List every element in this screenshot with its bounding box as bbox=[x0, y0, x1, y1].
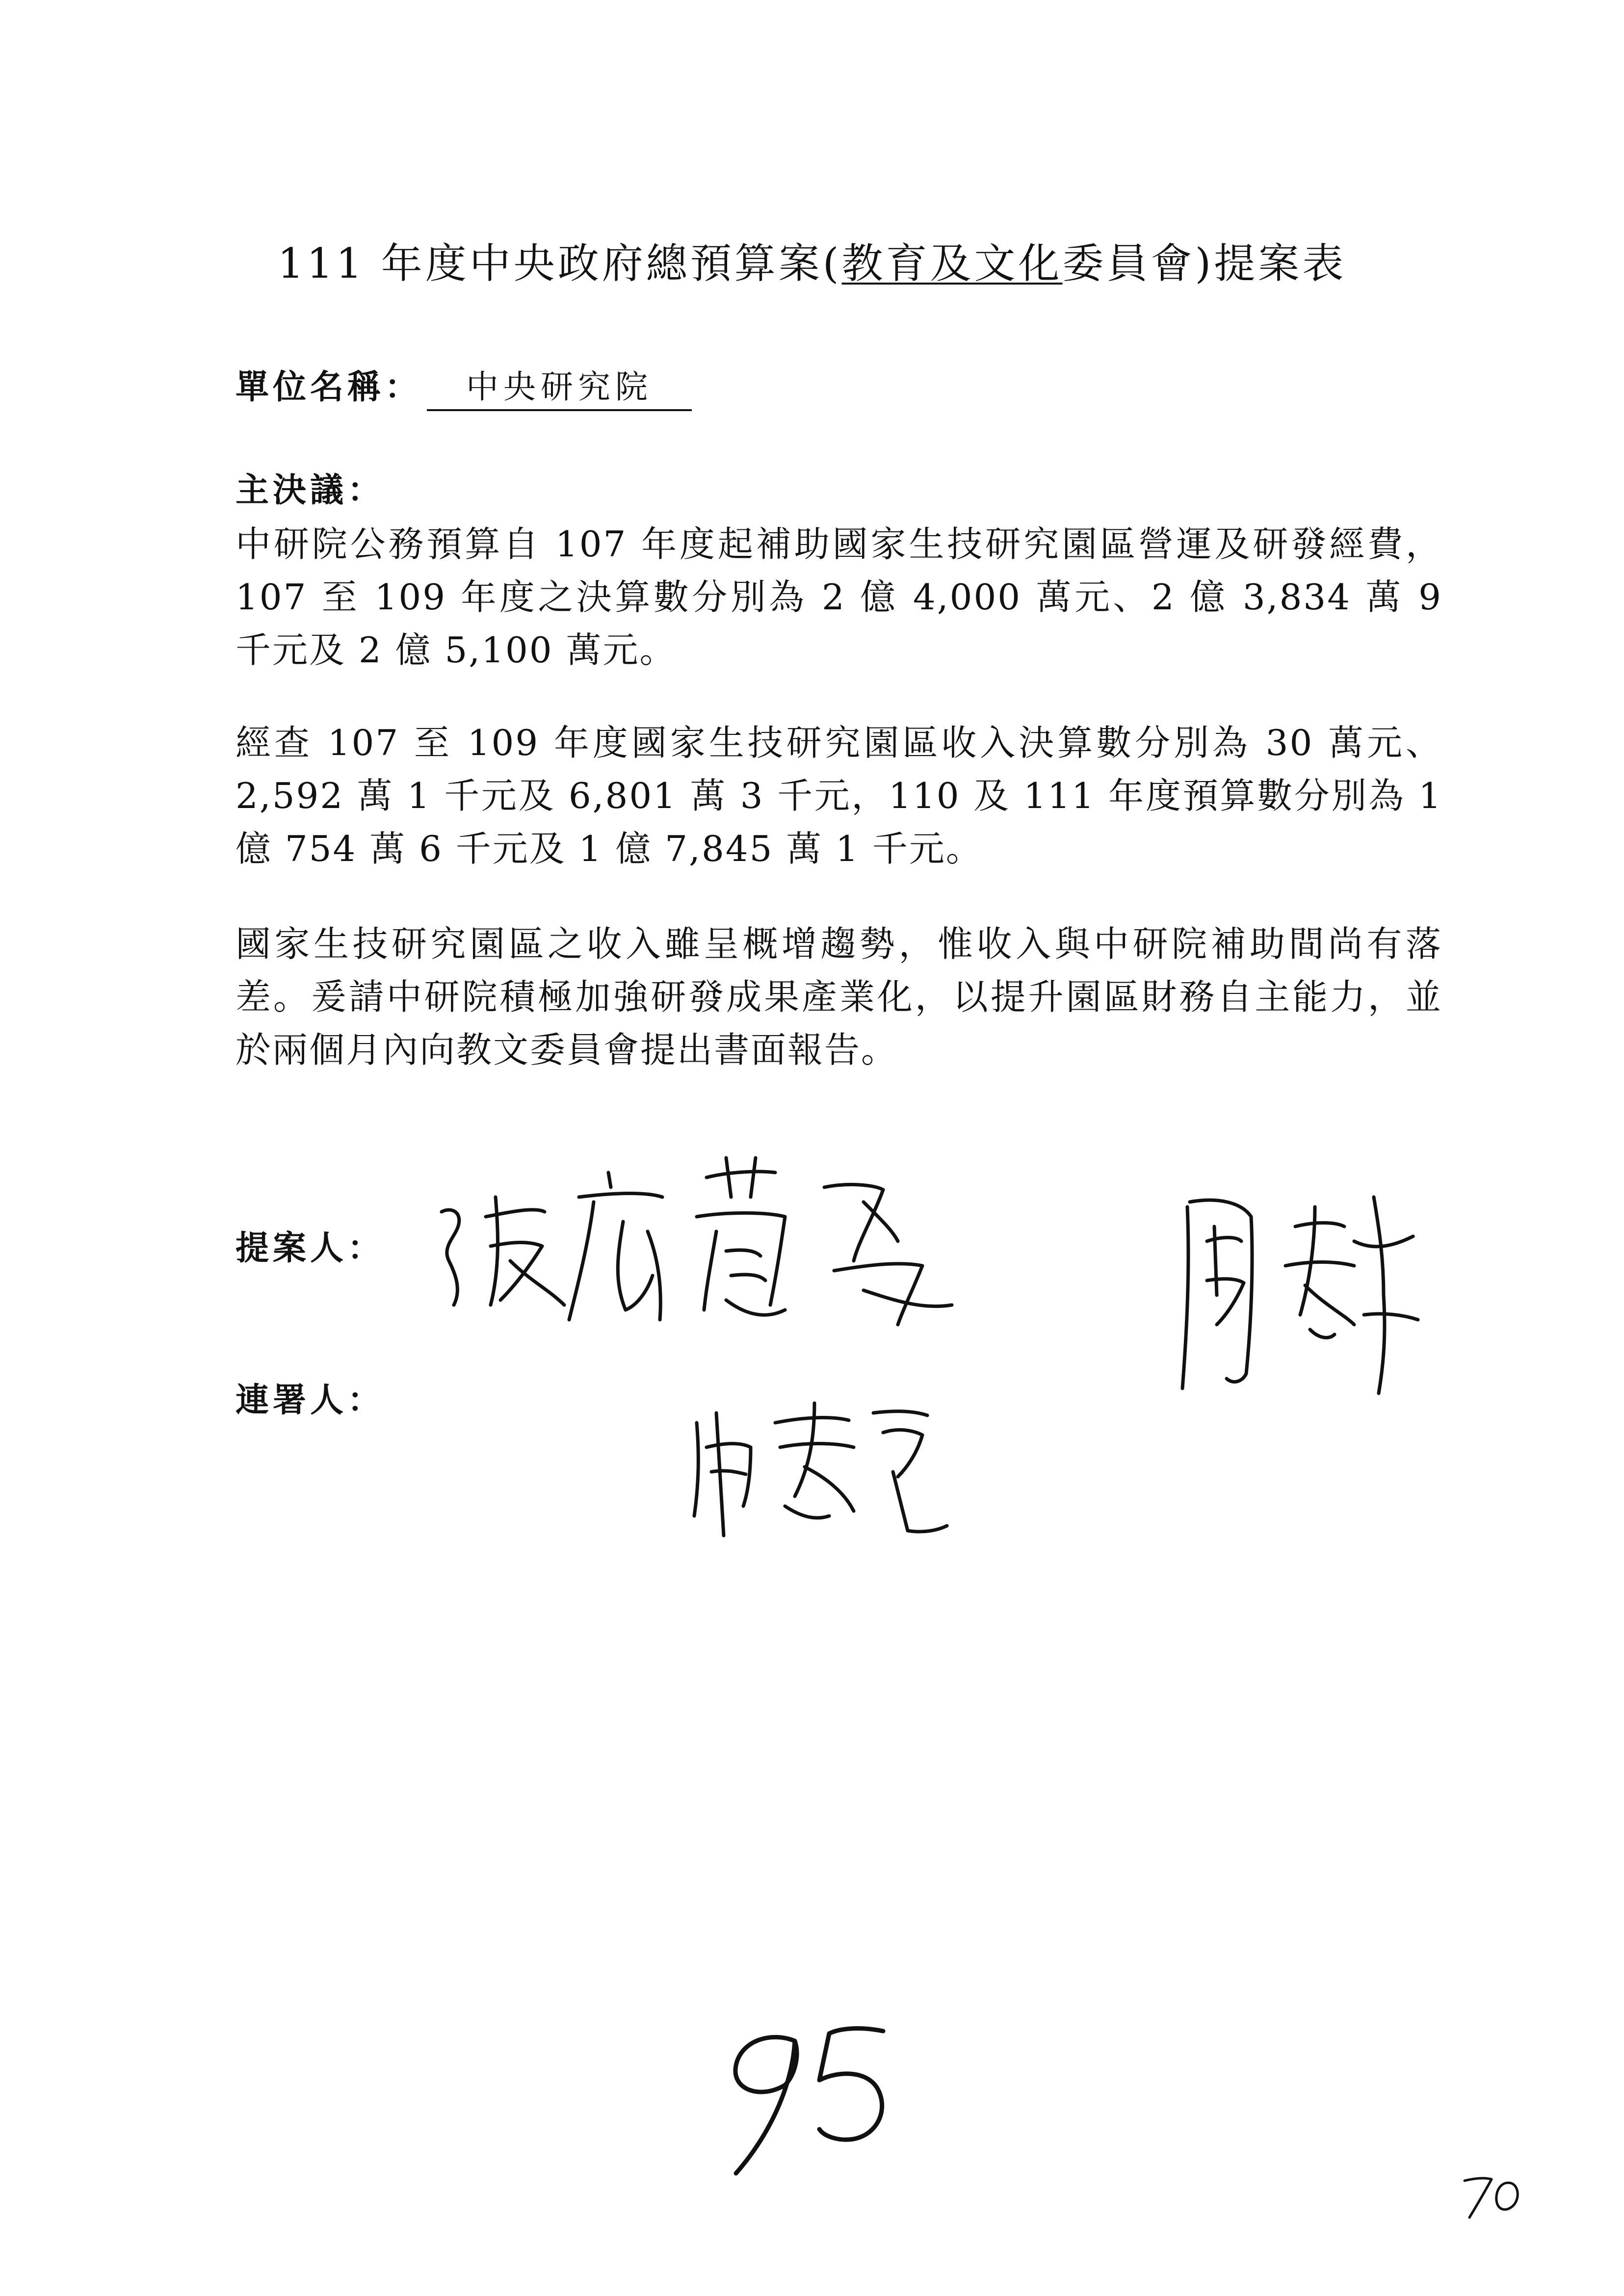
cosigner-signature-2 bbox=[687, 1393, 952, 1540]
unit-value: 中央研究院 bbox=[427, 361, 692, 411]
title-committee: 教育及文化 bbox=[841, 239, 1063, 287]
handwritten-page-number-main bbox=[721, 2011, 898, 2178]
cosigner-signature-1 bbox=[1168, 1168, 1423, 1403]
title-prefix: 111 年度中央政府總預算案( bbox=[277, 239, 842, 287]
document-title bbox=[0, 231, 1624, 290]
title-suffix: 委員會)提案表 bbox=[1062, 239, 1347, 287]
handwritten-page-number-corner bbox=[1457, 2168, 1526, 2222]
resolution-heading: 主決議： bbox=[236, 471, 385, 510]
resolution-paragraph-3: 國家生技研究園區之收入雖呈概增趨勢，惟收入與中研院補助間尚有落差。爰請中研院積極加強研發成果產業化，以提升園區財務自主能力，並於兩個月內向教文委員會提出書面報告。 bbox=[236, 923, 1442, 1070]
resolution-paragraph-1: 中研院公務預算自 107 年度起補助國家生技研究園區營運及研發經費，107 至 109 年度之決算數分別為 2 億 4,000 萬元、2 億 3,834 萬 9 千元及 2 億 5,100 萬元。 bbox=[236, 523, 1442, 671]
resolution-paragraph-2: 經查 107 至 109 年度國家生技研究園區收入決算數分別為 30 萬元、2,592 萬 1 千元及 6,801 萬 3 千元，110 及 111 年度預算數分別為 1 億 754 萬 6 千元及 1 億 7,845 萬 1 千元。 bbox=[236, 722, 1442, 869]
unit-label: 單位名稱： bbox=[236, 368, 422, 407]
proposer-signature bbox=[432, 1143, 996, 1349]
proposer-label: 提案人： bbox=[236, 1229, 385, 1268]
cosigner-label: 連署人： bbox=[236, 1381, 385, 1420]
